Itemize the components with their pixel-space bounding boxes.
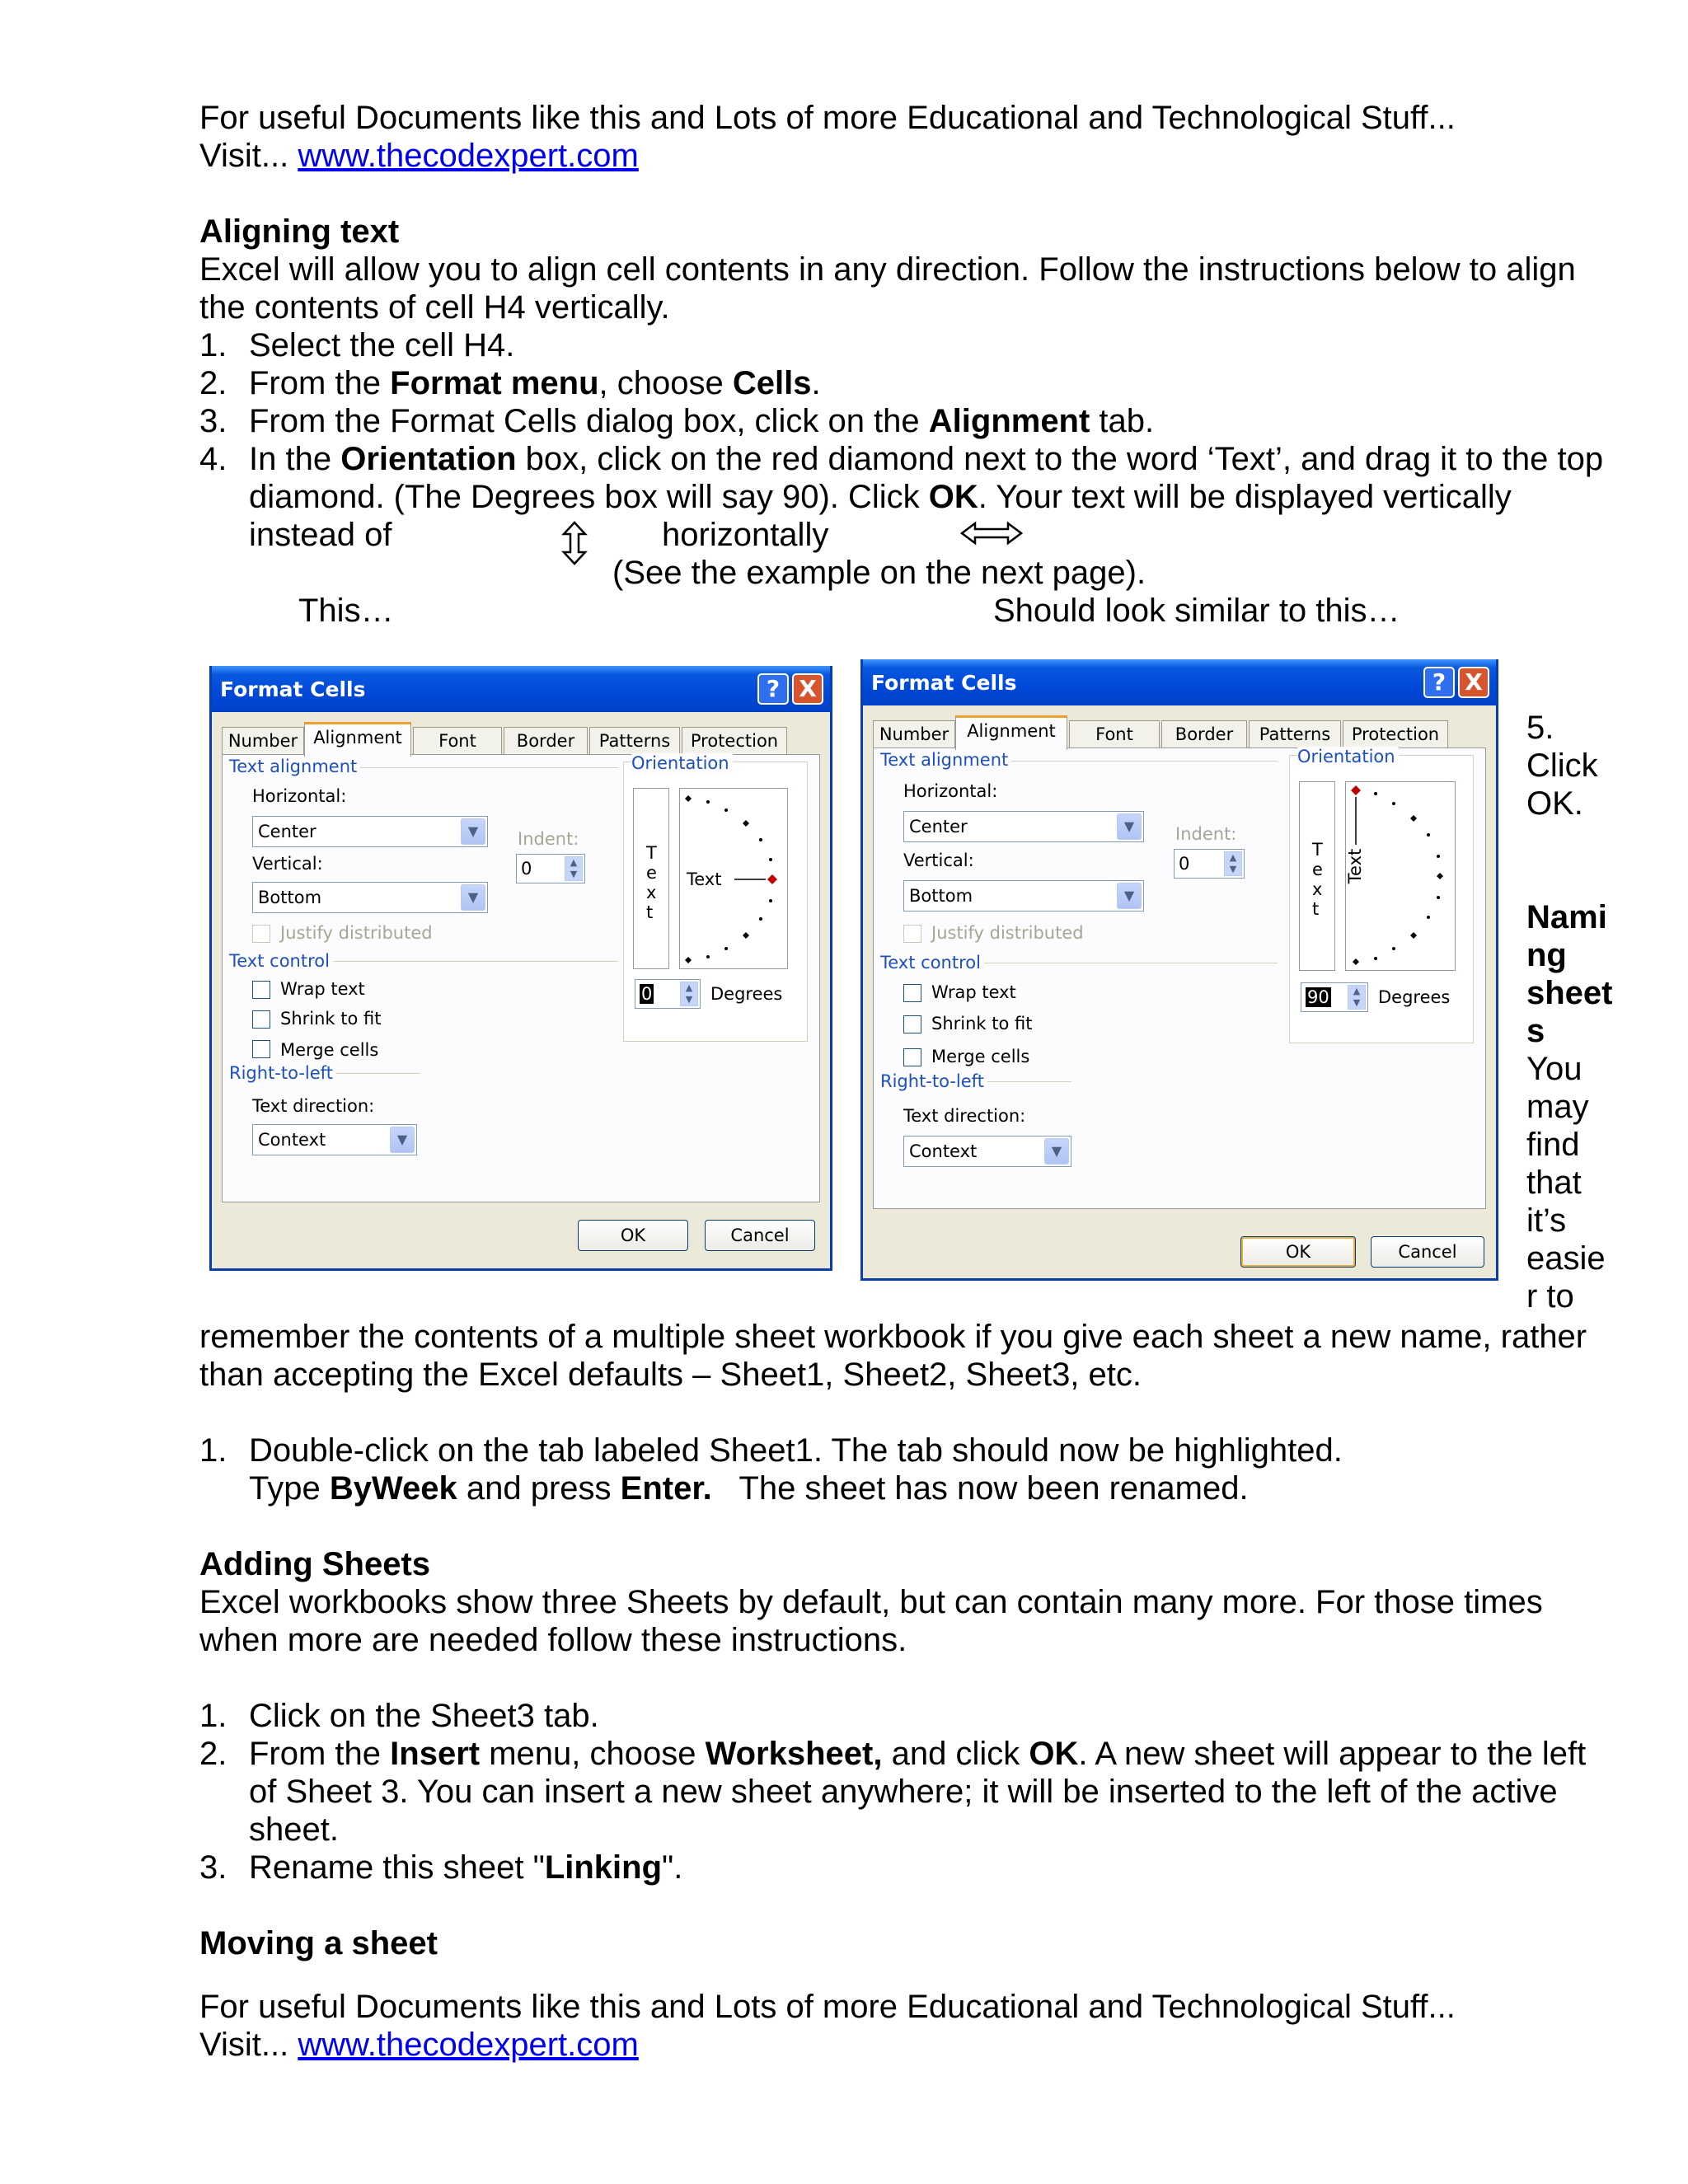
title-bar [212, 666, 830, 712]
dial-text-label: Text [687, 869, 722, 889]
vertical-select[interactable]: Bottom ▼ [903, 880, 1144, 912]
tab-alignment[interactable]: Alignment [955, 715, 1067, 750]
text-alignment-group: Text alignment [880, 750, 1011, 770]
spin-arrows-icon: ▲ ▼ [565, 856, 583, 881]
justify-checkbox[interactable] [903, 925, 921, 943]
naming-intro-wrap: You may find that it’s easie r to [1526, 1051, 1606, 1315]
text-direction-label: Text direction: [252, 1096, 375, 1116]
shrink-checkbox[interactable] [903, 1015, 921, 1033]
dialog-title: Format Cells [220, 677, 366, 701]
chevron-down-icon: ▼ [1044, 1138, 1069, 1165]
justify-label: Justify distributed [280, 923, 433, 943]
cancel-button[interactable]: Cancel [705, 1220, 815, 1251]
visit-label: Visit... [199, 2027, 289, 2063]
degrees-label: Degrees [1378, 987, 1451, 1007]
horizontal-select[interactable]: Center ▼ [903, 811, 1144, 842]
spin-arrows-icon: ▲ ▼ [1224, 851, 1242, 876]
step-5: 5. Click OK. [1526, 710, 1598, 822]
site-link[interactable]: www.thecodexpert.com [298, 2027, 639, 2063]
horizontally-label: horizontally [662, 517, 829, 553]
chevron-down-icon: ▼ [390, 1127, 415, 1153]
merge-checkbox[interactable] [252, 1040, 270, 1058]
header-line: For useful Documents like this and Lots of more Educational and Technological Stuff... [199, 100, 1456, 136]
horizontal-select[interactable]: Center ▼ [252, 816, 488, 847]
should-label: Should look similar to this… [993, 593, 1400, 629]
horizontal-label: Horizontal: [252, 786, 347, 806]
vertical-label: Vertical: [903, 851, 974, 870]
vertical-text-box[interactable]: T e x t [633, 788, 669, 969]
orientation-dial[interactable] [1345, 781, 1456, 971]
rtl-group: Right-to-left [229, 1063, 336, 1083]
merge-checkbox[interactable] [903, 1048, 921, 1066]
tab-protection[interactable]: Protection [1343, 720, 1448, 748]
help-icon[interactable]: ? [1423, 667, 1455, 698]
naming-text: than accepting the Excel defaults – Sheet1, Sheet2, Sheet3, etc. [199, 1357, 1142, 1393]
spin-arrows-icon: ▲ ▼ [1348, 985, 1366, 1010]
shrink-label: Shrink to fit [280, 1009, 382, 1029]
merge-label: Merge cells [280, 1040, 379, 1060]
format-cells-dialog-before [209, 666, 832, 1271]
adding-heading: Adding Sheets [199, 1546, 431, 1582]
moving-heading: Moving a sheet [199, 1925, 438, 1961]
text-direction-label: Text direction: [903, 1106, 1026, 1126]
justify-checkbox[interactable] [252, 925, 270, 943]
chevron-down-icon: ▼ [461, 884, 485, 911]
merge-label: Merge cells [931, 1047, 1030, 1066]
shrink-label: Shrink to fit [931, 1014, 1033, 1033]
indent-spinner[interactable]: 0 ▲ ▼ [1174, 849, 1245, 879]
text-direction-select[interactable]: Context ▼ [903, 1136, 1071, 1167]
dialog-title: Format Cells [871, 671, 1017, 695]
text-control-group: Text control [880, 953, 984, 972]
aligning-heading: Aligning text [199, 213, 400, 250]
tab-font[interactable]: Font [413, 727, 502, 755]
tab-alignment[interactable]: Alignment [304, 722, 411, 757]
close-icon[interactable]: X [1458, 667, 1489, 698]
orientation-label: Orientation [631, 753, 733, 773]
naming-text: remember the contents of a multiple sheet workbook if you give each sheet a new name, rather [199, 1319, 1587, 1355]
aligning-intro: the contents of cell H4 vertically. [199, 289, 670, 326]
indent-spinner[interactable]: 0 ▲ ▼ [516, 854, 585, 883]
tab-number[interactable]: Number [873, 720, 955, 748]
adding-text: Excel workbooks show three Sheets by default, but can contain many more. For those times [199, 1584, 1543, 1620]
help-icon[interactable]: ? [757, 673, 789, 705]
naming-heading: Nami ng sheet s [1526, 899, 1613, 1049]
text-alignment-group: Text alignment [229, 757, 360, 776]
tab-protection[interactable]: Protection [682, 727, 787, 755]
text-direction-select[interactable]: Context ▼ [252, 1124, 417, 1155]
footer-visit [199, 2026, 639, 2064]
indent-label: Indent: [518, 829, 579, 849]
wrap-label: Wrap text [931, 982, 1016, 1002]
orientation-dial[interactable] [679, 788, 788, 969]
tab-patterns[interactable]: Patterns [1249, 720, 1341, 748]
list-item-cont: of Sheet 3. You can insert a new sheet anywhere; it will be inserted to the left of the active [249, 1774, 1558, 1810]
chevron-down-icon: ▼ [1117, 813, 1142, 840]
degrees-spinner[interactable]: 90 ▲ ▼ [1301, 982, 1368, 1012]
vertical-label: Vertical: [252, 854, 323, 874]
alignment-panel [222, 754, 820, 1202]
alignment-panel [873, 748, 1486, 1209]
indent-label: Indent: [1175, 824, 1237, 844]
justify-label: Justify distributed [931, 923, 1084, 943]
site-link[interactable]: www.thecodexpert.com [298, 138, 639, 174]
ok-button[interactable]: OK [578, 1220, 688, 1251]
vertical-text-box[interactable]: T e x t [1299, 781, 1335, 971]
visit-label: Visit... [199, 138, 289, 174]
wrap-checkbox[interactable] [252, 981, 270, 999]
list-item-cont: instead of [249, 517, 392, 553]
tab-border[interactable]: Border [1161, 720, 1247, 748]
spin-arrows-icon: ▲ ▼ [680, 982, 698, 1006]
chevron-down-icon: ▼ [1117, 883, 1142, 909]
tab-font[interactable]: Font [1069, 720, 1160, 748]
chevron-down-icon: ▼ [461, 818, 485, 845]
horizontal-label: Horizontal: [903, 781, 998, 801]
aligning-intro: Excel will allow you to align cell contents in any direction. Follow the instructions below to align [199, 251, 1576, 288]
adding-text: when more are needed follow these instructions. [199, 1622, 907, 1658]
orientation-label: Orientation [1297, 747, 1399, 766]
format-cells-dialog-after [860, 659, 1498, 1281]
footer-line: For useful Documents like this and Lots of more Educational and Technological Stuff... [199, 1989, 1456, 2025]
wrap-label: Wrap text [280, 979, 365, 999]
text-control-group: Text control [229, 951, 333, 971]
horizontal-arrow-icon [960, 521, 1023, 546]
list-item-cont: sheet. [249, 1811, 339, 1848]
degrees-spinner[interactable]: 0 ▲ ▼ [635, 979, 701, 1009]
list-item-cont: diamond. (The Degrees box will say 90). Click OK. Your text will be displayed vertically [249, 479, 1512, 515]
rtl-group: Right-to-left [880, 1071, 987, 1091]
vertical-select[interactable]: Bottom ▼ [252, 882, 488, 913]
header-visit [199, 137, 639, 175]
tab-number[interactable]: Number [222, 727, 304, 755]
degrees-label: Degrees [710, 984, 783, 1004]
this-label: This… [298, 593, 394, 629]
vertical-arrow-icon [560, 521, 588, 565]
dial-text-label: Text [1345, 848, 1366, 884]
close-icon[interactable]: X [792, 673, 823, 705]
tab-patterns[interactable]: Patterns [589, 727, 680, 755]
see-example: (See the example on the next page). [612, 555, 1146, 591]
shrink-checkbox[interactable] [252, 1010, 270, 1029]
list-item-cont: Type ByWeek and press Enter. The sheet has now been renamed. [249, 1470, 1249, 1507]
tab-border[interactable]: Border [504, 727, 588, 755]
ok-button[interactable]: OK [1240, 1236, 1356, 1268]
title-bar [863, 659, 1496, 705]
wrap-checkbox[interactable] [903, 984, 921, 1002]
cancel-button[interactable]: Cancel [1371, 1236, 1484, 1268]
